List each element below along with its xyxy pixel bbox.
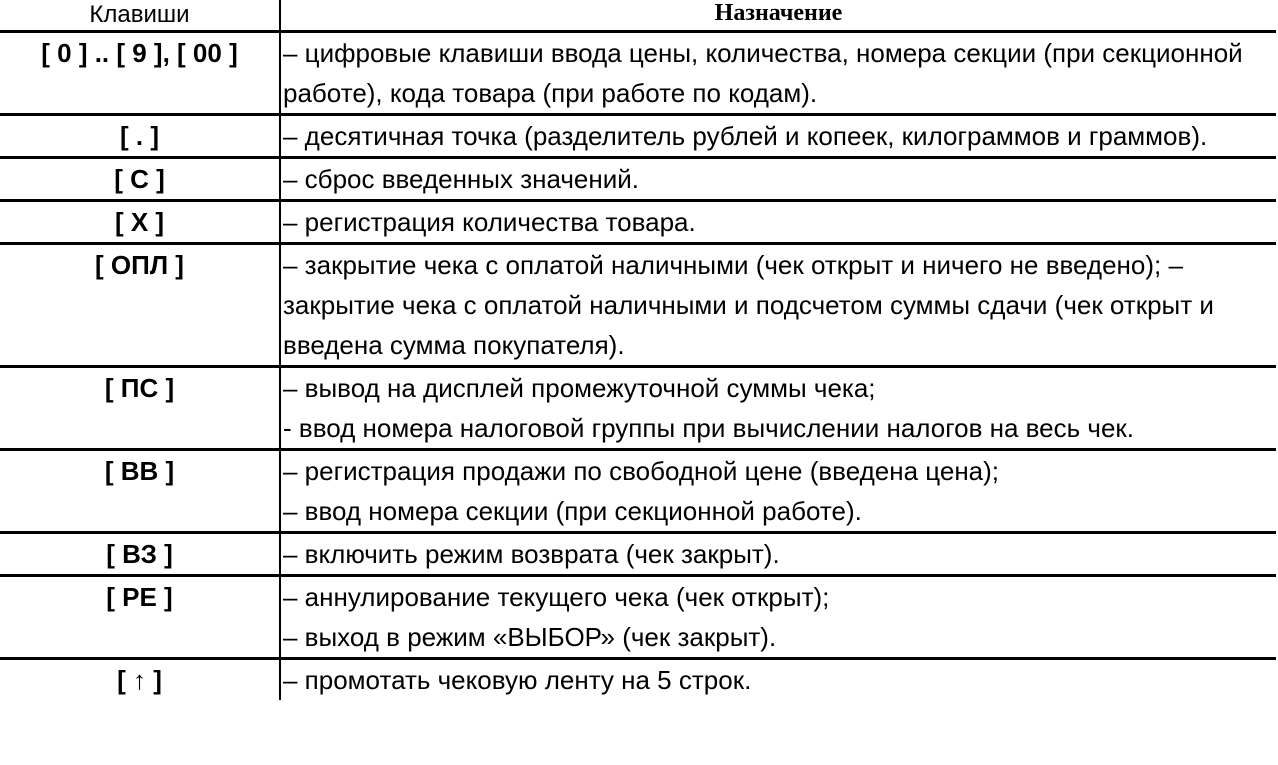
table-row: [0, 367, 1276, 450]
desc-enter: [280, 450, 1276, 533]
table-row: [0, 201, 1276, 244]
desc-paper-feed: [280, 659, 1276, 701]
description-text: – регистрация продажи по свободной цене (введена цена);: [283, 456, 1000, 486]
desc-subtotal: [280, 367, 1276, 450]
table-row: [0, 158, 1276, 201]
key-subtotal: [ ПС ]: [0, 367, 280, 450]
key-cancel: [ РЕ ]: [0, 576, 280, 659]
header-purpose: Назначение: [280, 0, 1276, 32]
desc-clear: [280, 158, 1276, 201]
table-row: [0, 576, 1276, 659]
description-text: – десятичная точка (разделитель рублей и копеек, килограммов и граммов).: [283, 121, 1208, 151]
description-text: – промотать чековую ленту на 5 строк.: [283, 665, 752, 695]
description-text: – аннулирование текущего чека (чек открыт);: [283, 582, 830, 612]
table-row: [0, 533, 1276, 576]
description-text: - ввод номера налоговой группы при вычислении налогов на весь чек.: [283, 413, 1135, 443]
desc-quantity: [280, 201, 1276, 244]
table-row: [0, 115, 1276, 158]
header-row: [0, 0, 1276, 32]
key-payment: [ ОПЛ ]: [0, 244, 280, 367]
table-row: [0, 244, 1276, 367]
key-enter: [ ВВ ]: [0, 450, 280, 533]
description-text: – выход в режим «ВЫБОР» (чек закрыт).: [283, 622, 777, 652]
desc-digits: [280, 32, 1276, 115]
description-text: – вывод на дисплей промежуточной суммы чека;: [283, 373, 876, 403]
description-text: – цифровые клавиши ввода цены, количества, номера секции (при секционной работе), кода товара (при работе по кодам).: [283, 38, 1243, 108]
table-row: [0, 450, 1276, 533]
description-text: – закрытие чека с оплатой наличными (чек открыт и ничего не введено);: [283, 250, 1162, 280]
key-decimal-point: [ . ]: [0, 115, 280, 158]
key-paper-feed: [ ↑ ]: [0, 659, 280, 701]
table-row: [0, 659, 1276, 701]
desc-cancel: [280, 576, 1276, 659]
description-text: – ввод номера секции (при секционной работе).: [283, 496, 862, 526]
key-quantity: [ Х ]: [0, 201, 280, 244]
key-return: [ ВЗ ]: [0, 533, 280, 576]
desc-payment: [280, 244, 1276, 367]
description-text: – закрытие чека с оплатой наличными и подсчетом суммы сдачи (чек открыт и введена сумма покупателя).: [283, 250, 1214, 360]
table-row: [0, 32, 1276, 115]
key-clear: [ С ]: [0, 158, 280, 201]
description-text: – сброс введенных значений.: [283, 164, 640, 194]
key-digits: [ 0 ] .. [ 9 ], [ 00 ]: [0, 32, 280, 115]
description-text: – включить режим возврата (чек закрыт).: [283, 539, 780, 569]
desc-return: [280, 533, 1276, 576]
header-keys: Клавиши: [0, 0, 280, 32]
desc-decimal-point: [280, 115, 1276, 158]
description-text: – регистрация количества товара.: [283, 207, 696, 237]
